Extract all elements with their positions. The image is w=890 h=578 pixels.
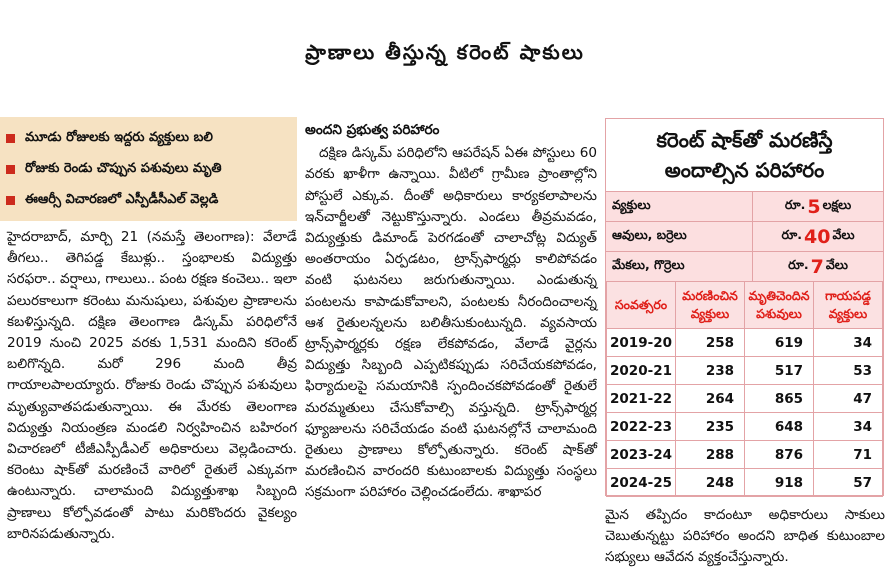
table-cell: 648	[745, 413, 814, 441]
table-row	[607, 329, 883, 357]
compensation-unit: వేలు	[825, 257, 848, 272]
table-cell: 47	[814, 385, 883, 413]
table-cell: 2024-25	[607, 469, 676, 497]
compensation-label: ఆవులు, బర్రెలు	[606, 222, 753, 251]
column-header: సంవత్సరం	[607, 282, 676, 329]
square-bullet-icon	[6, 165, 15, 174]
table-cell: 264	[676, 385, 745, 413]
compensation-amount: 5	[807, 195, 821, 218]
compensation-unit: వేలు	[832, 227, 855, 242]
highlight-item	[6, 185, 291, 216]
compensation-value	[753, 222, 883, 251]
compensation-amount: 40	[803, 225, 831, 248]
infobox-title-line: కరెంట్ షాక్‌తో మరణిస్తే	[656, 128, 833, 152]
compensation-unit: లక్షలు	[822, 197, 852, 212]
highlight-item	[6, 154, 291, 185]
table-cell: 258	[676, 329, 745, 357]
table-cell: 235	[676, 413, 745, 441]
table-row	[607, 357, 883, 385]
table-cell: 619	[745, 329, 814, 357]
highlights-box	[0, 117, 297, 221]
article-paragraph: దక్షిణ డిస్కమ్ పరిధిలోని ఆపరేషన్ ఏఈ పోస్టులు 60 వరకు ఖాళీగా ఉన్నాయి. వీటిలో గ్రామీణ ప్రాంతాల్లోని పోస్టులే ఎక్కువ. దీంతో అధికారులు కార్యకలాపాలను ఇన్‌చార్జీలతో నెట్టుకొస్తున్నారు. ఎండలు తీవ్రమవడం, విద్యుత్తుకు డిమాండ్ పెరగడంతో చాలాచోట్ల విద్యుత్ అంతరాయం ఏర్పడటం, ట్రాన్స్‌ఫార్మర్లు కాలిపోవడం వంటి ఘటనలు జరుగుతున్నాయి. ఎండుతున్న పంటలను కాపాడుకోవాలని, పంటలకు నీరందించాలన్న ఆశ రైతులన్నలను బలితీసుకుంటున్నది. వ్యవసాయ ట్రాన్స్‌ఫార్మర్లకు రక్షణ లేకపోవడం, వేలాడే వైర్లను విద్యుత్తు సిబ్బంది ఎప్పటికప్పుడు సరిచేయకపోవడం, ఫిర్యాదులపై సమయానికి స్పందించకపోవడంతో రైతులే మరమ్మతులు చేసుకోవాల్సి వస్తున్నది. ట్రాన్స్‌ఫార్మర్ల ఫ్యూజులను సరిచేయడం వంటి ఘటనల్లోనే చాలామంది రైతులు ప్రాణాలు కోల్పోతున్నారు. కరెంట్ షాక్‌తో మరణించిన వారందరి కుటుంబాలకు విద్యుత్తు సంస్థలు సక్రమంగా పరిహారం చెల్లించడంలేదు. శాఖాపర	[305, 145, 597, 501]
table-cell: 876	[745, 441, 814, 469]
currency-prefix: రూ.	[788, 257, 809, 272]
table-cell: 2021-22	[607, 385, 676, 413]
infobox-title	[606, 119, 883, 191]
compensation-row	[606, 221, 883, 251]
table-cell: 2022-23	[607, 413, 676, 441]
table-cell: 2020-21	[607, 357, 676, 385]
table-cell: 865	[745, 385, 814, 413]
table-cell: 34	[814, 329, 883, 357]
article-column-1: హైదరాబాద్, మార్చి 21 (నమస్తే తెలంగాణ): వేలాడే తీగలు.. తెగిపడ్డ కేబుళ్లు.. స్తంభాలకు విద్యుత్తు సరఫరా.. వర్షాలు, గాలులు.. పంట రక్షణ కంచెలు.. ఇలా పలురకాలుగా కరెంటు మనుషులు, పశువుల ప్రాణాలను కబళిస్తున్నది. దక్షిణ తెలంగాణ డిస్కమ్ పరిధిలోనే 2019 నుంచి 2025 వరకు 1,531 మందిని కరెంట్ బలిగొన్నది. మరో 296 మంది తీవ్ర గాయాలపాలయ్యారు. రోజుకు రెండు చొప్పున పశువులు మృత్యువాతపడుతున్నాయి. ఈ మేరకు తెలంగాణ విద్యుత్తు నియంత్రణ మండలి నిర్వహించిన బహిరంగ విచారణలో టీజీఎస్పీడీఎల్ అధికారులు వెల్లడించారు. కరెంటు షాక్‌తో మరణించే వారిలో రైతులే ఎక్కువగా ఉంటున్నారు. చాలామంది విద్యుత్తుశాఖ సిబ్బంది ప్రాణాలు కోల్పోవడంతో పాటు మరికొందరు వైకల్యం బారినపడుతున్నారు.	[7, 229, 297, 542]
highlight-item	[6, 123, 291, 154]
table-row	[607, 469, 883, 497]
table-cell: 248	[676, 469, 745, 497]
table-cell: 57	[814, 469, 883, 497]
article-column-3: మైన తప్పిదం కాదంటూ అధికారులు సాకులు చెబుతున్నట్టు పరిహారం అందని బాధిత కుటుంబాల సభ్యులు ఆవేదన వ్యక్తంచేస్తున్నారు.	[605, 507, 885, 566]
column-header: మృతిచెందిన పశువులు	[745, 282, 814, 329]
column-header: గాయపడ్డ వ్యక్తులు	[814, 282, 883, 329]
table-row	[607, 441, 883, 469]
compensation-label: మేకలు, గొర్రెలు	[606, 252, 753, 281]
compensation-infobox	[605, 118, 884, 496]
column-header: మరణించిన వ్యక్తులు	[676, 282, 745, 329]
compensation-label: వ్యక్తులు	[606, 192, 753, 221]
table-cell: 2019-20	[607, 329, 676, 357]
table-cell: 34	[814, 413, 883, 441]
compensation-row	[606, 191, 883, 221]
table-cell: 517	[745, 357, 814, 385]
article-column-2	[305, 120, 597, 504]
compensation-amount: 7	[810, 255, 824, 278]
currency-prefix: రూ.	[784, 197, 806, 212]
table-cell: 918	[745, 469, 814, 497]
infobox-title-line: అందాల్సిన పరిహారం	[664, 158, 825, 182]
compensation-value	[753, 192, 883, 221]
table-cell: 2023-24	[607, 441, 676, 469]
statistics-table	[606, 281, 883, 497]
table-row	[607, 385, 883, 413]
table-header-row	[607, 282, 883, 329]
table-cell: 53	[814, 357, 883, 385]
highlight-text: మూడు రోజులకు ఇద్దరు వ్యక్తులు బలి	[25, 129, 213, 145]
table-cell: 238	[676, 357, 745, 385]
table-row	[607, 413, 883, 441]
table-cell: 288	[676, 441, 745, 469]
highlight-text: రోజుకు రెండు చొప్పున పశువులు మృతి	[25, 160, 222, 176]
compensation-row	[606, 251, 883, 281]
square-bullet-icon	[6, 134, 15, 143]
subheading: అందని ప్రభుత్వ పరిహారం	[305, 122, 440, 138]
highlight-text: ఈఆర్సీ విచారణలో ఎస్పీడీసీఎల్ వెల్లడి	[25, 191, 219, 207]
compensation-value	[753, 252, 883, 281]
headline: ప్రాణాలు తీస్తున్న కరెంట్ షాకులు	[305, 39, 585, 64]
currency-prefix: రూ.	[781, 227, 802, 242]
table-cell: 71	[814, 441, 883, 469]
square-bullet-icon	[6, 196, 15, 205]
